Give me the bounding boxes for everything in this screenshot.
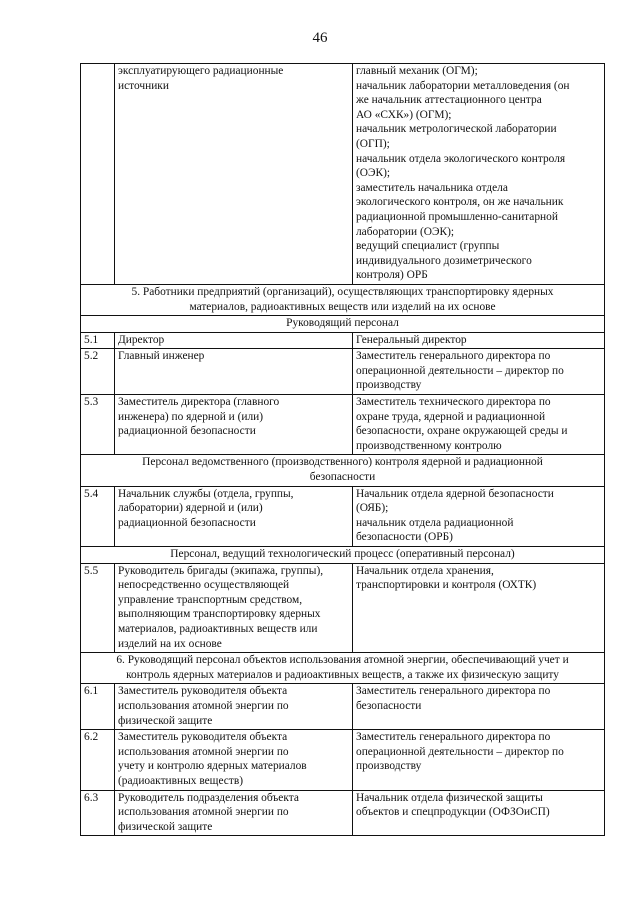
responsible-line: начальник метрологической лаборатории [356,123,557,136]
position-line: физической защите [118,714,213,727]
row-number [81,64,115,285]
position-line: изделий на их основе [118,637,222,650]
responsible-line: Начальник отдела хранения, [356,564,494,577]
table-row [81,64,605,285]
position-cell [115,790,353,836]
table-row [81,332,605,349]
responsible-cell [353,486,605,546]
responsible-line: же начальник аттестационного центра [356,94,542,107]
responsible-line: индивидуального дозиметрического [356,254,532,267]
position-line: использования атомной энергии по [118,745,289,758]
position-line: источники [118,79,169,92]
position-line: Главный инженер [118,350,205,363]
table-row [81,395,605,455]
responsible-line: операционной деятельности – директор по [356,364,564,377]
position-line: радиационной безопасности [118,516,256,529]
responsible-line: (ОГП); [356,137,390,150]
responsible-line: лаборатории (ОЭК); [356,225,455,238]
responsible-line: начальник отдела радиационной [356,516,514,529]
section-line: 5. Работники предприятий (организаций), осуществляющих транспортировку ядерных [131,285,554,298]
responsible-cell [353,395,605,455]
position-line: Заместитель руководителя объекта [118,685,288,698]
responsible-line: АО «СХК») (ОГМ); [356,108,452,121]
responsible-line: безопасности (ОРБ) [356,531,453,544]
row-number: 5.1 [81,332,115,349]
responsible-line: Генеральный директор [356,333,467,346]
table-row [81,684,605,730]
responsible-line: производству [356,379,422,392]
position-cell [115,395,353,455]
position-line: выполняющим транспортировку ядерных [118,608,321,621]
responsible-line: (ОЭК); [356,167,391,180]
position-line: лаборатории) ядерной и (или) [118,502,263,515]
responsible-cell [353,790,605,836]
subsection-heading-row [81,455,605,486]
row-number: 5.2 [81,349,115,395]
table-row [81,563,605,653]
section-line: материалов, радиоактивных веществ или изделий на их основе [189,300,496,313]
responsible-line: радиационной промышленно-санитарной [356,210,558,223]
row-number: 6.1 [81,684,115,730]
subsection-line: Персонал ведомственного (производственного) контроля ядерной и радиационной [142,456,543,469]
responsible-line: безопасности [356,699,422,712]
responsible-line: начальник лаборатории металловедения (он [356,79,570,92]
responsible-line: экологического контроля, он же начальник [356,196,564,209]
responsible-line: безопасности, охране окружающей среды и [356,425,568,438]
section-line: 6. Руководящий персонал объектов использования атомной энергии, обеспечивающий учет и [116,654,569,667]
responsible-line: начальник отдела экологического контроля [356,152,566,165]
position-cell [115,64,353,285]
responsible-cell [353,64,605,285]
responsible-line: Начальник отдела ядерной безопасности [356,487,554,500]
position-line: учету и контролю ядерных материалов [118,760,307,773]
position-line: непосредственно осуществляющей [118,579,290,592]
position-line: управление транспортным средством, [118,593,303,606]
position-cell [115,349,353,395]
position-cell [115,486,353,546]
section-heading-row [81,653,605,684]
responsible-line: заместитель начальника отдела [356,181,508,194]
responsible-line: Заместитель генерального директора по [356,350,551,363]
responsible-line: Заместитель генерального директора по [356,685,551,698]
responsible-line: контроля) ОРБ [356,269,428,282]
responsible-line: производству [356,760,422,773]
responsible-line: Заместитель технического директора по [356,396,551,409]
responsible-line: охране труда, ядерной и радиационной [356,410,546,423]
responsible-line: объектов и спецпродукции (ОФЗОиСП) [356,806,550,819]
section-line: контроль ядерных материалов и радиоактивных веществ, а также их физическую защиту [126,668,559,681]
row-number: 5.3 [81,395,115,455]
responsible-line: ведущий специалист (группы [356,240,500,253]
table-row [81,486,605,546]
position-cell [115,730,353,790]
position-line: радиационной безопасности [118,425,256,438]
position-line: эксплуатирующего радиационные [118,65,284,77]
subsection-heading: Персонал, ведущий технологический процесс (оперативный персонал) [81,547,605,564]
responsible-cell [353,332,605,349]
subsection-heading-row [81,547,605,564]
position-line: Руководитель подразделения объекта [118,791,299,804]
responsible-line: операционной деятельности – директор по [356,745,564,758]
section-6-heading [81,653,605,684]
table-row [81,790,605,836]
responsible-cell [353,730,605,790]
position-line: использования атомной энергии по [118,806,289,819]
position-line: Директор [118,333,165,346]
subsection-heading [81,455,605,486]
row-number: 5.5 [81,563,115,653]
table-row [81,730,605,790]
row-number: 6.2 [81,730,115,790]
responsible-line: Начальник отдела физической защиты [356,791,543,804]
position-line: физической защите [118,820,213,833]
responsible-cell [353,684,605,730]
row-number: 5.4 [81,486,115,546]
position-line: инженера) по ядерной и (или) [118,410,264,423]
subsection-heading: Руководящий персонал [81,316,605,333]
subsection-heading-row [81,316,605,333]
position-line: Заместитель директора (главного [118,396,280,409]
position-line: материалов, радиоактивных веществ или [118,622,318,635]
section-5-heading [81,284,605,315]
responsible-line: транспортировки и контроля (ОХТК) [356,579,537,592]
responsible-line: производственному контролю [356,439,502,452]
section-heading-row [81,284,605,315]
table-row [81,349,605,395]
position-cell [115,563,353,653]
row-number: 6.3 [81,790,115,836]
page-number: 46 [312,30,328,46]
position-line: Начальник службы (отдела, группы, [118,487,294,500]
responsible-line: Заместитель генерального директора по [356,731,551,744]
position-line: использования атомной энергии по [118,699,289,712]
responsibility-table [80,63,605,836]
responsible-line: (ОЯБ); [356,502,389,515]
responsible-cell [353,349,605,395]
responsible-cell [353,563,605,653]
position-line: (радиоактивных веществ) [118,774,243,787]
responsible-line: главный механик (ОГМ); [356,65,478,77]
position-cell [115,684,353,730]
position-line: Заместитель руководителя объекта [118,731,288,744]
position-cell [115,332,353,349]
position-line: Руководитель бригады (экипажа, группы), [118,564,324,577]
subsection-line: безопасности [309,471,376,484]
